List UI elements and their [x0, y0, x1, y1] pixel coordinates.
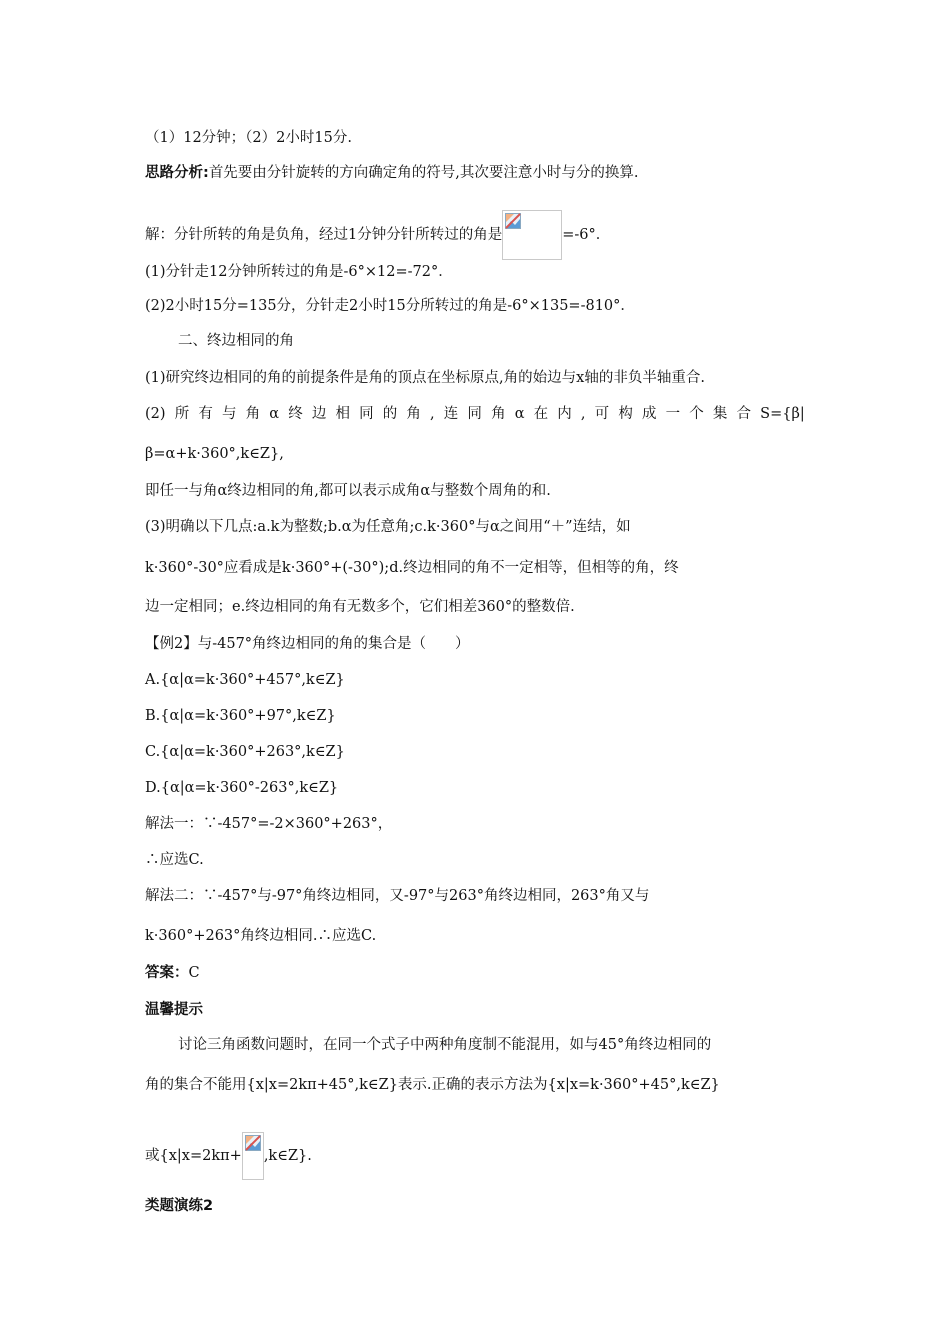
point-2-formula: β=α+k·360°,k∈Z}, [145, 446, 284, 462]
point-2-summary: 即任一与角α终边相同的角,都可以表示成角α与整数个周角的和. [145, 483, 551, 499]
point-2-char: 与 [221, 406, 237, 422]
tip-line-3-pre: 或{x|x=2kπ+ [145, 1148, 242, 1164]
point-2-char: 角 [245, 406, 261, 422]
point-2-char: 内 [557, 406, 572, 422]
point-2-char: S={β| [760, 406, 805, 422]
point-2-char: 角 [491, 406, 506, 422]
point-2-char: 一 [665, 406, 681, 422]
point-2-char: 成 [641, 406, 657, 422]
point-3-line-1: (3)明确以下几点:a.k为整数;b.α为任意角;c.k·360°与α之间用“＋”连结，如 [145, 519, 631, 535]
solution-step-1: (1)分针走12分钟所转过的角是-6°×12=-72°． [145, 264, 453, 280]
answer-items-line: （1）12分钟；（2）2小时15分. [145, 130, 352, 146]
tip-line-2: 角的集合不能用{x|x=2kπ+45°,k∈Z}表示.正确的表示方法为{x|x=k·360°+45°,k∈Z} [145, 1077, 720, 1093]
method-2-line-2: k·360°+263°角终边相同.∴应选C. [145, 928, 377, 944]
method-2-line-1: 解法二：∵-457°与-97°角终边相同，又-97°与263°角终边相同，263°角又与 [145, 888, 650, 904]
point-2-char: 有 [198, 406, 213, 422]
analysis-label: 思路分析: [145, 165, 209, 181]
method-1-conclusion: ∴应选C. [145, 852, 204, 868]
point-2-char: 的 [382, 406, 398, 422]
solution-step-2: (2)2小时15分=135分，分针走2小时15分所转过的角是-6°×135=-810°． [145, 298, 635, 314]
point-2-line-1 [145, 404, 805, 424]
point-2-char: 角 [406, 406, 421, 422]
point-2-char: 合 [736, 406, 752, 422]
point-2-char: , [430, 406, 435, 422]
point-2-char: (2) [145, 406, 166, 422]
point-3-line-3: 边一定相同；e.终边相同的角有无数多个，它们相差360°的整数倍. [145, 599, 575, 615]
solution-line [145, 210, 610, 260]
point-2-char: α [269, 406, 280, 422]
analysis-line [145, 163, 639, 183]
solution-text-post: =-6°． [562, 227, 611, 243]
tip-heading: 温馨提示 [145, 1002, 203, 1018]
point-2-char: 在 [533, 406, 549, 422]
point-3-line-2: k·360°-30°应看成是k·360°+(-30°);d.终边相同的角不一定相等，但相等的角，终 [145, 560, 679, 576]
tip-line-1: 讨论三角函数问题时，在同一个式子中两种角度制不能混用，如与45°角终边相同的 [178, 1037, 712, 1053]
formula-image-placeholder [242, 1132, 264, 1180]
broken-image-icon [505, 213, 521, 229]
option-a: A.{α|α=k·360°+457°,k∈Z} [145, 672, 345, 688]
section-heading: 二、终边相同的角 [178, 333, 294, 349]
option-d: D.{α|α=k·360°-263°,k∈Z} [145, 780, 339, 796]
point-2-char: 构 [618, 406, 633, 422]
option-b: B.{α|α=k·360°+97°,k∈Z} [145, 708, 336, 724]
point-2-char: 所 [174, 406, 190, 422]
point-2-char: 相 [335, 406, 350, 422]
tip-line-3-post: ,k∈Z}. [263, 1148, 312, 1164]
point-2-char: 同 [467, 406, 482, 422]
point-2-char: α [514, 406, 525, 422]
point-2-char: 连 [443, 406, 459, 422]
option-c: C.{α|α=k·360°+263°,k∈Z} [145, 744, 345, 760]
point-2-char: 边 [311, 406, 327, 422]
point-2-char: 可 [594, 406, 610, 422]
analysis-text: 首先要由分针旋转的方向确定角的符号,其次要注意小时与分的换算. [208, 165, 639, 181]
method-1-line: 解法一：∵-457°=-2×360°+263°， [145, 816, 393, 832]
answer-line [145, 963, 200, 983]
formula-image-placeholder [502, 210, 562, 260]
point-2-char: 个 [689, 406, 704, 422]
point-2-char: 同 [359, 406, 374, 422]
point-1: (1)研究终边相同的角的前提条件是角的顶点在坐标原点,角的始边与x轴的非负半轴重合. [145, 370, 705, 386]
example-2-question: 【例2】与-457°角终边相同的角的集合是（ ） [145, 636, 470, 652]
tip-line-3 [145, 1132, 312, 1180]
broken-image-icon [245, 1135, 261, 1151]
point-2-char: 集 [712, 406, 728, 422]
practice-heading: 类题演练2 [145, 1198, 214, 1214]
point-2-char: , [580, 406, 586, 422]
solution-text-pre: 解：分针所转的角是负角，经过1分钟分针所转过的角是 [145, 227, 503, 243]
point-2-char: 终 [288, 406, 303, 422]
answer-value: C [188, 965, 200, 981]
answer-label: 答案： [145, 965, 189, 981]
